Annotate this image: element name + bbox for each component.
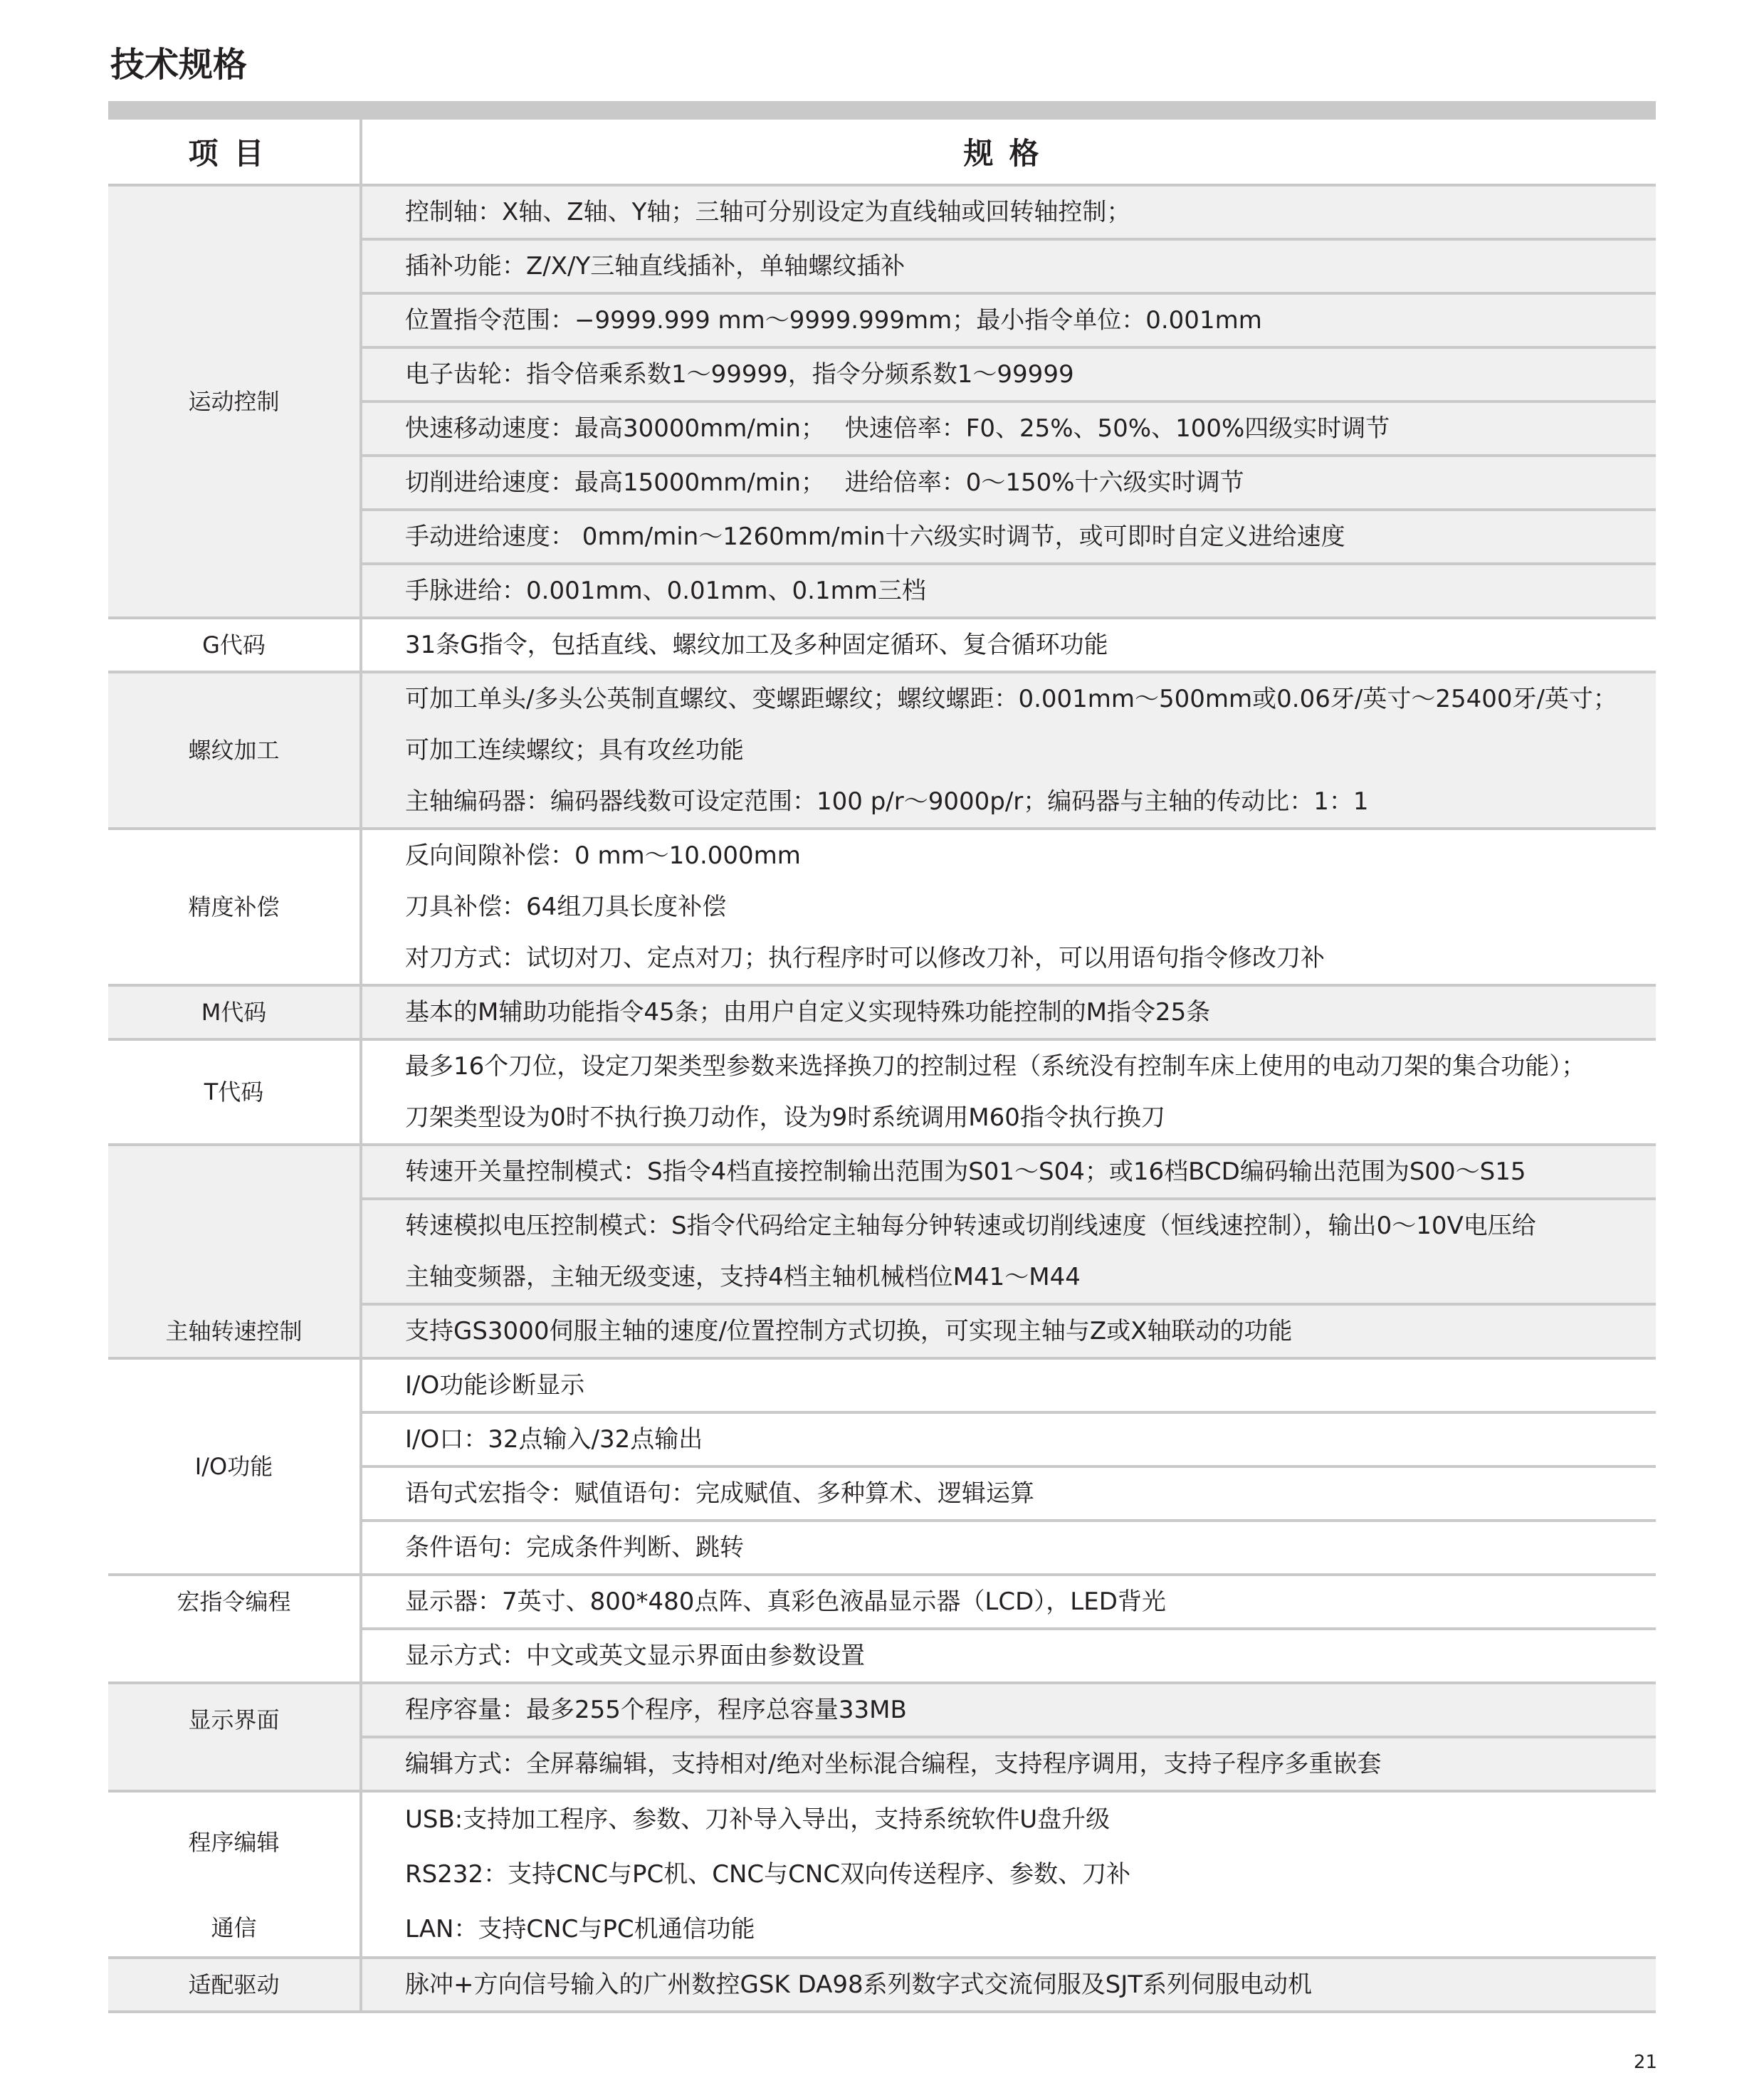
spec-cell: I/O口：32点输入/32点输出 bbox=[361, 1412, 1656, 1466]
spec-cell: 手脉进给：0.001mm、0.01mm、0.1mm三档 bbox=[361, 564, 1656, 618]
spec-cell: 主轴编码器：编码器线数可设定范围：100 p/r～9000p/r；编码器与主轴的传动比：1：1 bbox=[361, 776, 1656, 829]
table-row bbox=[108, 618, 1656, 672]
spec-cell: 显示器：7英寸、800*480点阵、真彩色液晶显示器（LCD），LED背光 bbox=[361, 1575, 1656, 1629]
category-thread: 螺纹加工 bbox=[108, 672, 361, 829]
spec-cell: 程序容量：最多255个程序，程序总容量33MB bbox=[361, 1683, 1656, 1737]
table-row bbox=[108, 185, 1656, 239]
spec-cell: 对刀方式：试切对刀、定点对刀；执行程序时可以修改刀补，可以用语句指令修改刀补 bbox=[361, 933, 1656, 985]
spec-cell: 插补功能：Z/X/Y三轴直线插补，单轴螺纹插补 bbox=[361, 239, 1656, 293]
spec-cell: 基本的M辅助功能指令45条；由用户自定义实现特殊功能控制的M指令25条 bbox=[361, 985, 1656, 1039]
spec-cell: 快速移动速度：最高30000mm/min； 快速倍率：F0、25%、50%、100%四级实时调节 bbox=[361, 402, 1656, 456]
table-row bbox=[108, 672, 1656, 725]
spec-cell: 编辑方式：全屏幕编辑，支持相对/绝对坐标混合编程，支持程序调用，支持子程序多重嵌套 bbox=[361, 1737, 1656, 1791]
spec-cell: 手动进给速度： 0mm/min～1260mm/min十六级实时调节，或可即时自定义进给速度 bbox=[361, 510, 1656, 564]
spec-cell: 转速开关量控制模式：S指令4档直接控制输出范围为S01～S04；或16档BCD编码输出范围为S00～S15 bbox=[361, 1145, 1656, 1199]
table-header-row bbox=[108, 120, 1656, 185]
table-row bbox=[108, 1958, 1656, 2012]
table-row bbox=[108, 985, 1656, 1039]
table-row bbox=[108, 1791, 1656, 1847]
spec-cell: 反向间隙补偿：0 mm～10.000mm bbox=[405, 841, 801, 870]
table-row bbox=[108, 1039, 1656, 1092]
spec-cell: 条件语句：完成条件判断、跳转 bbox=[361, 1521, 1656, 1575]
category-mcode: M代码 bbox=[108, 985, 361, 1039]
spec-cell: 位置指令范围：−9999.999 mm～9999.999mm；最小指令单位：0.001mm bbox=[361, 293, 1656, 347]
spec-cell: 支持GS3000伺服主轴的速度/位置控制方式切换，可实现主轴与Z或X轴联动的功能 bbox=[361, 1304, 1656, 1358]
category-io: I/O功能 bbox=[108, 1358, 361, 1575]
spec-cell: 切削进给速度：最高15000mm/min； 进给倍率：0～150%十六级实时调节 bbox=[361, 456, 1656, 510]
spec-cell: I/O功能诊断显示 bbox=[361, 1358, 1656, 1412]
page-title: 技术规格 bbox=[110, 45, 248, 85]
category-motion: 运动控制 bbox=[108, 185, 361, 618]
category-drive: 适配驱动 bbox=[108, 1958, 361, 2012]
spec-cell: LAN：支持CNC与PC机通信功能 bbox=[361, 1901, 1656, 1958]
header-spec: 规格 bbox=[361, 120, 1656, 185]
header-rule bbox=[108, 101, 1656, 120]
spec-table bbox=[108, 120, 1656, 2013]
header-item: 项目 bbox=[108, 120, 361, 185]
spec-cell: 31条G指令，包括直线、螺纹加工及多种固定循环、复合循环功能 bbox=[361, 618, 1656, 672]
page-number: 21 bbox=[1633, 2052, 1657, 2073]
category-gcode: G代码 bbox=[108, 618, 361, 672]
category-display: 显示界面 bbox=[108, 1683, 361, 1791]
category-program-comm bbox=[108, 1791, 361, 1958]
category-macro: 宏指令编程 bbox=[108, 1575, 361, 1683]
category-precision: 精度补偿 bbox=[108, 829, 361, 985]
spec-cell: 刀架类型设为0时不执行换刀动作，设为9时系统调用M60指令执行换刀 bbox=[361, 1092, 1656, 1145]
category-comm: 通信 bbox=[211, 1914, 257, 1941]
table-row bbox=[108, 1358, 1656, 1412]
spec-cell: 语句式宏指令：赋值语句：完成赋值、多种算术、逻辑运算 bbox=[361, 1466, 1656, 1521]
category-tcode: T代码 bbox=[108, 1039, 361, 1145]
spec-cell: 可加工连续螺纹；具有攻丝功能 bbox=[405, 736, 744, 765]
category-spindle: 主轴转速控制 bbox=[108, 1145, 361, 1358]
category-program: 程序编辑 bbox=[188, 1829, 280, 1856]
spec-cell: 脉冲+方向信号输入的广州数控GSK DA98系列数字式交流伺服及SJT系列伺服电动机 bbox=[361, 1958, 1656, 2012]
spec-cell: USB:支持加工程序、参数、刀补导入导出，支持系统软件U盘升级 bbox=[405, 1805, 1111, 1835]
spec-cell: 可加工单头/多头公英制直螺纹、变螺距螺纹；螺纹螺距：0.001mm～500mm或0.06牙/英寸～25400牙/英寸； bbox=[405, 685, 1617, 713]
table-row bbox=[108, 1683, 1656, 1737]
table-row bbox=[108, 1145, 1656, 1199]
spec-cell: RS232：支持CNC与PC机、CNC与CNC双向传送程序、参数、刀补 bbox=[405, 1859, 1131, 1889]
spec-cell: 电子齿轮：指令倍乘系数1～99999，指令分频系数1～99999 bbox=[361, 347, 1656, 402]
spec-cell: 主轴变频器，主轴无级变速，支持4档主轴机械档位M41～M44 bbox=[361, 1251, 1656, 1304]
table-row bbox=[108, 829, 1656, 881]
spec-cell: 控制轴：X轴、Z轴、Y轴；三轴可分别设定为直线轴或回转轴控制； bbox=[361, 185, 1656, 239]
spec-cell: 显示方式：中文或英文显示界面由参数设置 bbox=[361, 1629, 1656, 1683]
table-row bbox=[108, 1575, 1656, 1629]
spec-cell: 转速模拟电压控制模式：S指令代码给定主轴每分钟转速或切削线速度（恒线速控制），输出0～10V电压给 bbox=[405, 1212, 1536, 1240]
spec-cell: 刀具补偿：64组刀具长度补偿 bbox=[405, 893, 727, 921]
spec-cell: 最多16个刀位，设定刀架类型参数来选择换刀的控制过程（系统没有控制车床上使用的电动刀架的集合功能）； bbox=[405, 1052, 1586, 1081]
